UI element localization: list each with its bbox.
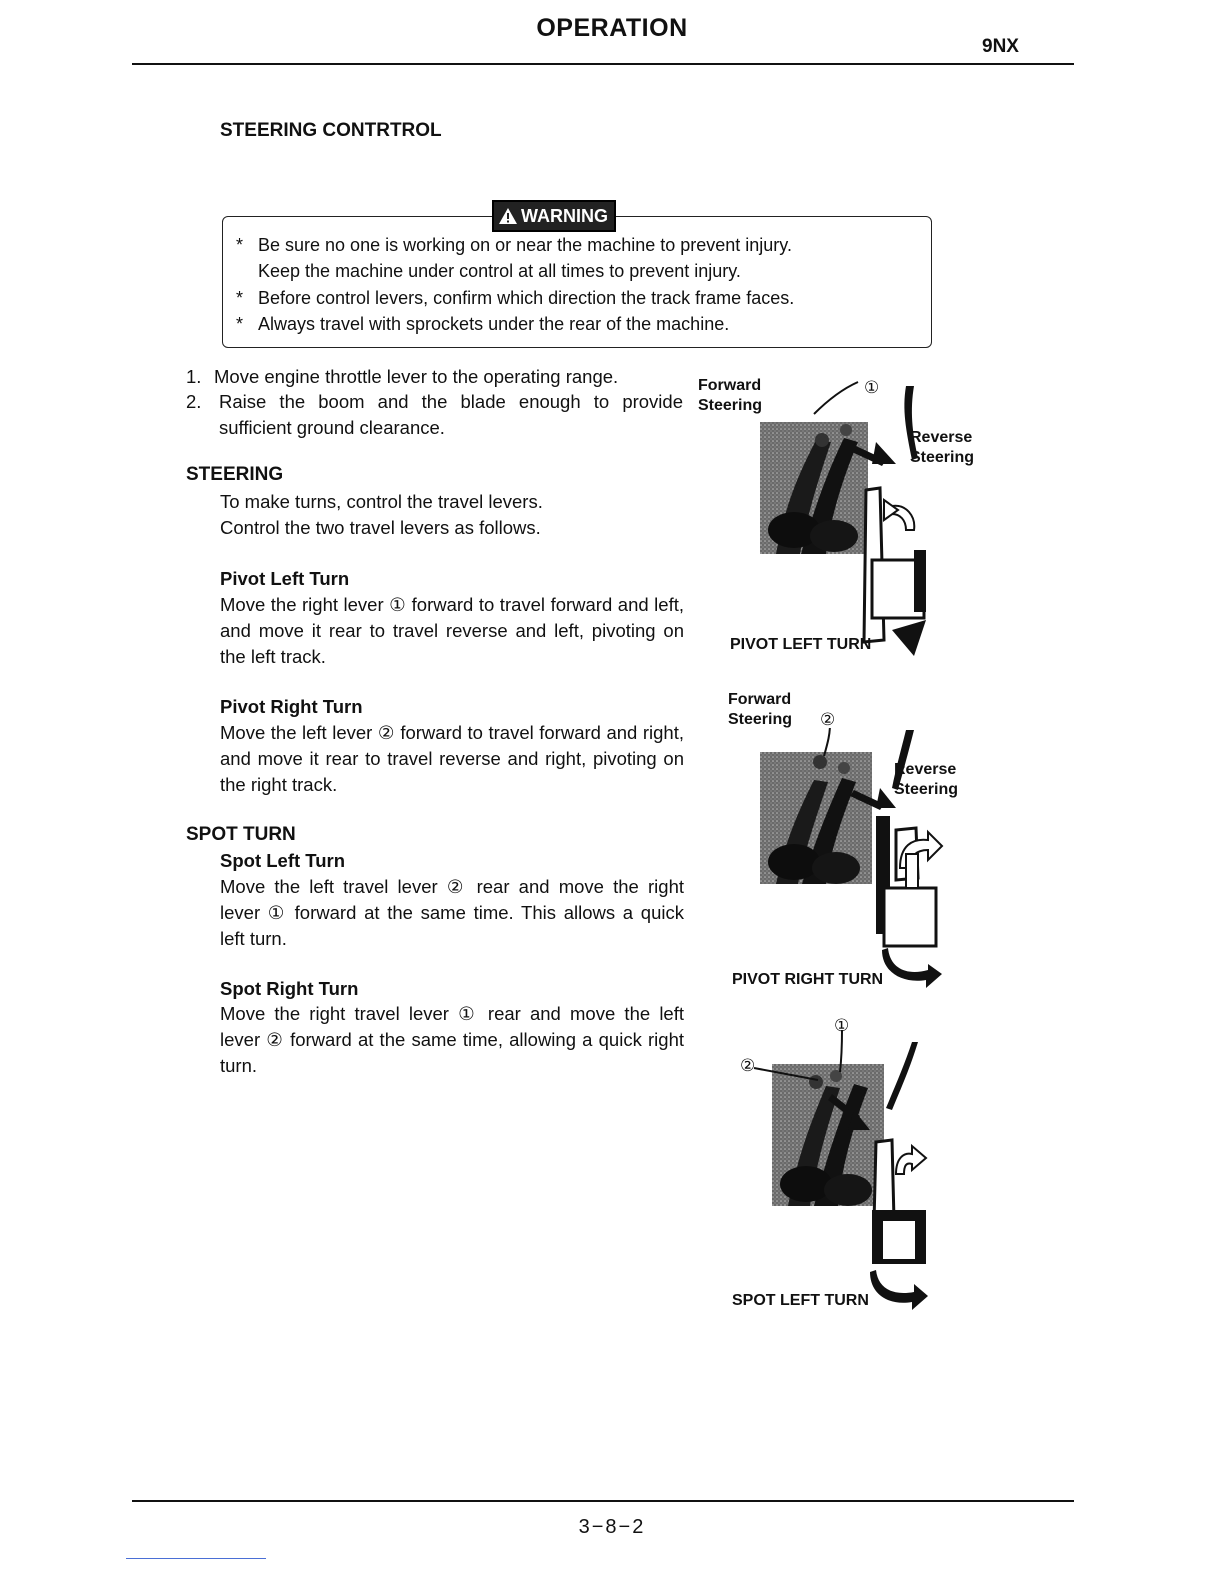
page-title: OPERATION: [536, 14, 688, 42]
steering-intro: Control the two travel levers as follows.: [220, 517, 541, 538]
spot-turn-heading: SPOT TURN: [186, 824, 296, 845]
spot-right-text: Move the right travel lever ① rear and move the left lever ② forward at the same time, allowing a quick right turn.: [220, 1003, 684, 1076]
spot-right-title: Spot Right Turn: [220, 978, 359, 999]
fig2-lever-marker: ②: [820, 710, 836, 729]
pivot-left-turn-figure: [756, 380, 932, 660]
steering-heading: STEERING: [186, 464, 284, 485]
fig2-reverse-label: Reverse Steering: [894, 761, 959, 798]
page-number: 3−8−2: [578, 1516, 646, 1538]
step-item: 2. Raise the boom and the blade enough to provide sufficient ground clearance.: [186, 391, 683, 438]
step-item: 1. Move engine throttle lever to the operating range.: [186, 366, 619, 387]
fig3-lever-marker-1: ①: [834, 1016, 850, 1035]
fig3-caption: SPOT LEFT TURN: [732, 1292, 869, 1309]
fig1-forward-label: Forward Steering: [698, 377, 763, 414]
header-rule: [132, 63, 1074, 65]
pivot-left-text: Move the right lever ① forward to travel forward and left, and move it rear to travel reverse and left, pivoting on the left track.: [220, 594, 684, 667]
footer-link-underline: [126, 1558, 266, 1559]
fig1-caption: PIVOT LEFT TURN: [730, 636, 872, 653]
warning-item: * Be sure no one is working on or near the machine to prevent injury.: [236, 235, 792, 255]
model-code: 9NX: [982, 36, 1019, 57]
pivot-right-text: Move the left lever ② forward to travel forward and right, and move it rear to travel reverse and right, pivoting on the right track.: [220, 722, 684, 795]
pivot-left-title: Pivot Left Turn: [220, 568, 350, 589]
spot-left-title: Spot Left Turn: [220, 850, 346, 871]
fig1-reverse-label: Reverse Steering: [910, 429, 975, 466]
fig2-caption: PIVOT RIGHT TURN: [732, 971, 884, 988]
section-title: STEERING CONTRTROL: [220, 120, 442, 141]
warning-item: * Always travel with sprockets under the rear of the machine.: [236, 314, 730, 334]
warning-badge: [492, 200, 616, 232]
fig2-forward-label: Forward Steering: [728, 691, 793, 728]
warning-triangle-icon: [498, 207, 518, 225]
spot-left-turn-figure: [736, 1024, 932, 1314]
spot-left-text: Move the left travel lever ② rear and move the right lever ① forward at the same time. This allows a quick left turn.: [220, 876, 684, 949]
steering-intro: To make turns, control the travel levers.: [220, 491, 543, 512]
warning-item: * Before control levers, confirm which direction the track frame faces.: [236, 288, 795, 308]
fig1-lever-marker: ①: [864, 378, 880, 397]
warning-badge-label: WARNING: [521, 205, 608, 226]
fig3-lever-marker-2: ②: [740, 1056, 756, 1075]
warning-item: Keep the machine under control at all times to prevent injury.: [258, 261, 741, 281]
pivot-right-title: Pivot Right Turn: [220, 696, 363, 717]
footer-rule: [132, 1500, 1074, 1502]
